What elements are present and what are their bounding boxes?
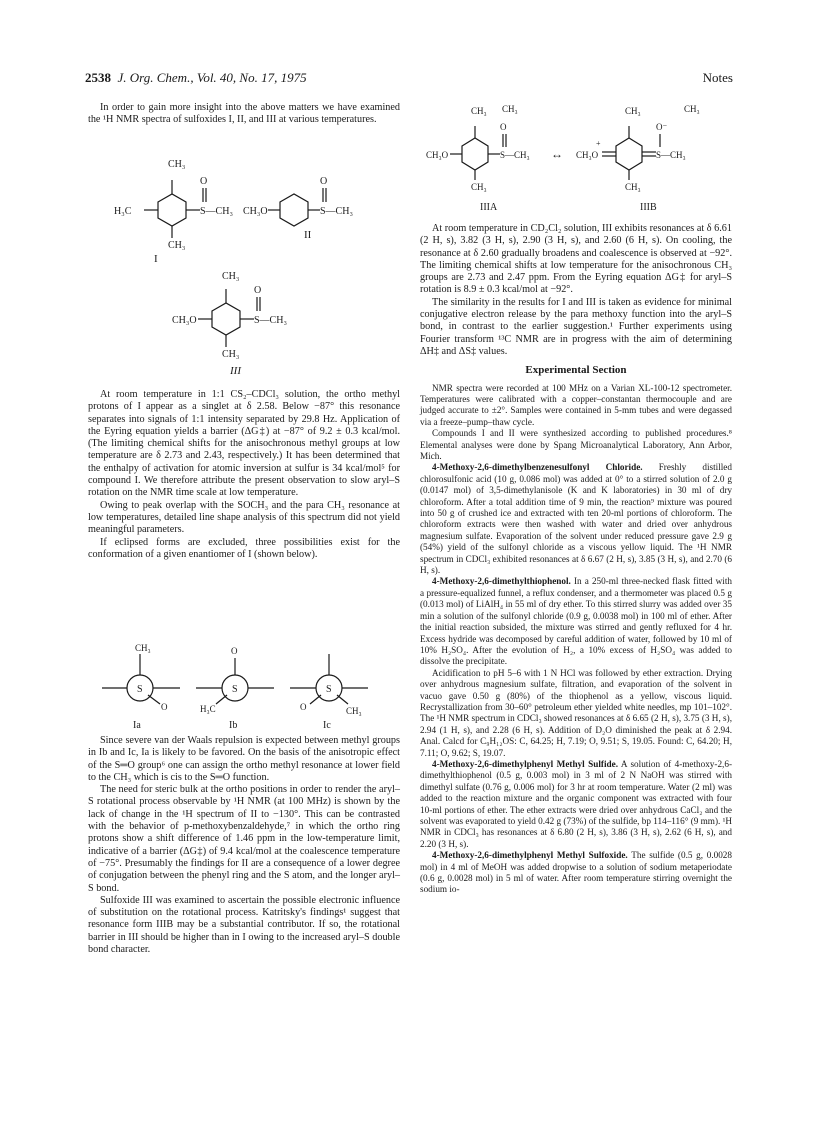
oxygen-label: O xyxy=(231,646,238,656)
methyl-label: CH₃ xyxy=(346,706,362,716)
methyl-label: CH₃ xyxy=(168,240,186,251)
paragraph: Sulfoxide III was examined to ascertain the possible electronic influence of substitution on the rotational process. Katritsky's findings¹ suggest that resonance form IIIB may be a substantial contributor. If so, the rotational barrier in III should be higher than in I owing to the increased aryl–S double bond character. xyxy=(88,894,400,956)
procedure-heading: 4-Methoxy-2,6-dimethylbenzenesulfonyl Chloride. xyxy=(432,462,643,473)
methoxy-label: CH₃O xyxy=(243,206,268,217)
structures-I-II-III xyxy=(88,150,400,380)
structure-IIIB xyxy=(576,104,700,213)
paragraph: In order to gain more insight into the above matters we have examined the ¹H NMR spectra of sulfoxides I, II, and III at various temperatures. xyxy=(88,102,400,126)
paragraph: At room temperature in 1:1 CS₂–CDCl₃ solution, the ortho methyl protons of I appear as a singlet at δ 2.58. Below −87° this resonance separates into signals of 1:1 intensity separated by 29.8 Hz. Application of the Eyring equation yields a barrier (ΔG‡) at −87° of 9.2 ± 0.3 kcal/mol. (The limiting chemical shifts for the anisochronous methyl groups at low temperature are δ 2.73 and 2.43, respectively.) It has been determined that the enthalpy of activation for atomic inversion at sulfur is 34 kcal/mol⁵ for compound I. We therefore attribute the present observation to slow aryl–S rotation on the NMR time scale at low temperature. xyxy=(88,389,400,499)
compound-III-structure xyxy=(172,271,287,377)
sulfur-label: S xyxy=(326,684,332,695)
paragraph: NMR spectra were recorded at 100 MHz on a Varian XL-100-12 spectrometer. Temperatures were calibrated with a copper–constantan thermocouple and are judged accurate to ±2°. Samples were contained in 5-mm tubes and were degassed via a freeze–pump–thaw cycle. xyxy=(420,382,732,427)
section-label: Notes xyxy=(702,70,733,85)
oxygen-label: O xyxy=(254,285,262,296)
paragraph: Owing to peak overlap with the SOCH₃ and the para CH₃ resonance at low temperatures, detailed line shape analysis of this spectrum did not yield meaningful parameters. xyxy=(88,499,400,536)
structure-IIIA xyxy=(426,104,530,213)
compound-label: III xyxy=(230,365,241,377)
methoxy-label: CH₃O xyxy=(576,150,599,160)
oxygen-label: O xyxy=(200,176,208,187)
left-intro xyxy=(88,102,400,127)
journal-citation: J. Org. Chem., Vol. 40, No. 17, 1975 xyxy=(117,70,307,85)
paragraph: Acidification to pH 5–6 with 1 N HCl was followed by ether extraction. Drying over anhydrous magnesium sulfate, filtration, and evaporation of the solvent in vacuo gave 0.50 g (80%) of the thiophenol as a yellow, viscous liquid. Recrystallization from 30–60° petroleum ether yielded white needles, mp 101–102°. The ¹H NMR spectrum in CDCl₃ showed resonances at δ 6.65 (2 H, s), 3.75 (3 H, s), 2.94 (1 H, s), and 2.28 (6 H, s). Addition of D₂O diminished the peak at δ 2.94. Anal. Calcd for C₉H₁₂OS: C, 64.25; H, 7.19; O, 9.51; S, 19.05. Found: C, 64.20; H, 7.11; O, 9.62; S, 19.07. xyxy=(420,667,732,758)
sulfur-methyl-label: S—CH₃ xyxy=(200,206,233,217)
experimental-section-title: Experimental Section xyxy=(525,364,627,377)
methoxy-label: CH₃O xyxy=(426,150,449,160)
sulfur-methyl-label: S—CH₃ xyxy=(656,150,686,160)
methyl-label: CH₃ xyxy=(135,643,151,653)
paragraph: Compounds I and II were synthesized according to published procedures.⁸ Elemental analyses were done by Spang Microanalytical Laboratory, Ann Arbor, Mich. xyxy=(420,428,732,461)
sulfur-methyl-label: S—CH₃ xyxy=(254,315,287,326)
paragraph: The similarity in the results for I and III is taken as evidence for minimal conjugative electron release by the para methoxy function into the aryl–S bond, in contrast to the earlier suggestion.¹ Further experiments using Fourier transform ¹³C NMR are in progress with the aim of determining ΔH‡ and ΔS‡ values. xyxy=(420,296,732,357)
resonance-structures-IIIA-IIIB xyxy=(418,100,730,218)
compound-label: II xyxy=(304,229,312,241)
conformer-Ic xyxy=(290,654,368,730)
conformer-label: Ib xyxy=(229,720,238,730)
sulfur-label: S xyxy=(232,684,238,695)
methyl-label: CH₃ xyxy=(502,104,518,114)
procedure-heading: 4-Methoxy-2,6-dimethylphenyl Methyl Sulfoxide. xyxy=(432,850,628,861)
conformer-Ia xyxy=(102,643,180,730)
methyl-label: CH₃ xyxy=(471,106,487,116)
conformer-label: Ic xyxy=(323,720,331,730)
resonance-arrow: ↔ xyxy=(551,147,563,161)
paragraph: 4-Methoxy-2,6-dimethylphenyl Methyl Sulfoxide. The sulfide (0.5 g, 0.0028 mol) in 4 ml of MeOH was added dropwise to a solution of sodium metaperiodate (0.6 g, 0.0028 mol) in 5 ml of water. After room temperature stirring overnight the sodium io- xyxy=(420,850,732,895)
oxygen-label: O xyxy=(500,122,507,132)
procedure-heading: 4-Methoxy-2,6-dimethylphenyl Methyl Sulfide. xyxy=(432,758,619,769)
oxygen-label: O xyxy=(300,702,307,712)
oxygen-label: O⁻ xyxy=(656,122,668,132)
left-body-1 xyxy=(88,389,400,561)
paragraph: If eclipsed forms are excluded, three possibilities exist for the conformation of a given enantiomer of I (shown below). xyxy=(88,536,400,560)
paragraph: 4-Methoxy-2,6-dimethylphenyl Methyl Sulfide. A solution of 4-methoxy-2,6-dimethylthiophenol (0.5 g, 0.003 mol) in 3 ml of 2 N NaOH was stirred with dimethyl sulfate (0.76 g, 0.006 mol) for 3 hr at room temperature. Water (2 ml) was added to the reaction mixture and the organic component was extracted with four 10-ml portions of ether. The ether extracts were dried over anhydrous CaCl₂ and the solvent was evaporated to yield 0.42 g (73%) of the sulfide, bp 114–116° (9 mm). ¹H NMR in CDCl₃ has resonances at δ 6.80 (2 H, s), 3.86 (3 H, s), 2.62 (6 H, s), and 2.20 (3 H, s). xyxy=(420,758,733,849)
left-body-2 xyxy=(88,735,400,956)
page-number: 2538 xyxy=(85,70,111,85)
methyl-label: CH₃ xyxy=(222,349,240,360)
methyl-label: CH₃ xyxy=(625,182,641,192)
procedure-heading: 4-Methoxy-2,6-dimethylthiophenol. xyxy=(432,576,571,587)
paragraph: The need for steric bulk at the ortho positions in order to render the aryl–S rotational process observable by ¹H NMR (at 100 MHz) is shown by the lack of change in the ¹H spectrum of II to −130°. This can be contrasted with the behavior of p-methoxybenzaldehyde,⁷ in which the ortho ring protons show a shift difference of 1.46 ppm in the low-temperature limit, indicative of a barrier (ΔG‡) of 9.4 kcal/mol at the coalescence temperature of −75°. Presumably the findings for II are a consequence of a lower degree of conjugation between the phenyl ring and the S atom, and the longer aryl–S bond. xyxy=(88,784,400,894)
structure-label: IIIA xyxy=(480,202,498,213)
methyl-label: CH₃ xyxy=(684,104,700,114)
methyl-label: H₃C xyxy=(200,704,216,714)
conformer-label: Ia xyxy=(133,720,141,730)
running-header xyxy=(85,70,307,86)
paragraph: At room temperature in CD₂Cl₂ solution, III exhibits resonances at δ 6.61 (2 H, s), 3.82 (3 H, s), 2.90 (3 H, s), and 2.60 (6 H, s). On cooling, the resonance at δ 2.60 gradually broadens and coalescence is observed at −92°. The limiting chemical shifts at low temperature for the anisochronous CH₃ groups are 2.73 and 2.47 ppm. From the Eyring equation ΔG‡ for aryl–S rotation is 8.9 ± 0.3 kcal/mol at −92°. xyxy=(420,223,732,296)
sulfur-label: S xyxy=(137,684,143,695)
methoxy-label: CH₃O xyxy=(172,315,197,326)
paragraph: 4-Methoxy-2,6-dimethylbenzenesulfonyl Chloride. Freshly distilled chlorosulfonic acid (10 g, 0.086 mol) was added at 0° to a stirred solution of 2.0 g (0.0147 mol) of 3,5-dimethylanisole (K and K laboratories) in 30 ml of dry chloroform. After a total addition time of 9 min, the reaction⁹ mixture was poured into 50 g of crushed ice and extracted with ten 20-ml portions of chloroform. The chloroform extracts were then washed with water and dried over anhydrous magnesium sulfate. Evaporation of the solvent under reduced pressure gave 2.9 g (54%) yield of the sulfonyl chloride as a viscous yellow liquid. The ¹H NMR spectrum in CDCl₃ exhibited resonances at δ 6.67 (2 H, s), 3.85 (3 H, s), and 2.70 (6 H, s). xyxy=(420,462,732,576)
methyl-label: CH₃ xyxy=(471,182,487,192)
sulfur-methyl-label: S—CH₃ xyxy=(500,150,530,160)
right-column xyxy=(420,223,732,896)
paragraph: Since severe van der Waals repulsion is expected between methyl groups in Ib and Ic, Ia is likely to be favored. On the basis of the anisotropic effect of the S═O group⁶ one can assign the ortho methyl resonance at lower field to the CH₃ which is cis to the S═O function. xyxy=(88,735,400,783)
methyl-label: H₃C xyxy=(114,206,132,217)
oxygen-label: O xyxy=(161,702,168,712)
compound-II-structure xyxy=(243,176,353,241)
compound-label: I xyxy=(154,253,158,265)
conformer-Ib xyxy=(196,646,274,730)
oxygen-label: O xyxy=(320,176,328,187)
sulfur-methyl-label: S—CH₃ xyxy=(320,206,353,217)
methyl-label: CH₃ xyxy=(625,106,641,116)
compound-I-structure xyxy=(114,159,233,265)
methyl-label: CH₃ xyxy=(222,271,240,282)
charge-label: + xyxy=(596,139,601,148)
paragraph: 4-Methoxy-2,6-dimethylthiophenol. In a 250-ml three-necked flask fitted with a pressure-equalized funnel, a reflux condenser, and a thermometer was placed 0.5 g (0.013 mol) of LiAlH₄ in 55 ml of dry ether. To this stirred slurry was added over 35 min a solution of the sulfonyl chloride (0.9 g, 0.0038 mol) in 100 ml of ether. After the initial reaction subsided, the mixture was stirred and gently refluxed for 4 hr. Excess hydride was decomposed by careful addition of water, followed by 10 ml of 10% H₂SO₄. After the evolution of H₂, a 10% excess of H₂SO₄ was added to dissolve the precipitate. xyxy=(420,576,732,667)
structure-label: IIIB xyxy=(640,202,657,213)
newman-projections xyxy=(88,642,400,730)
methyl-label: CH₃ xyxy=(168,159,186,170)
